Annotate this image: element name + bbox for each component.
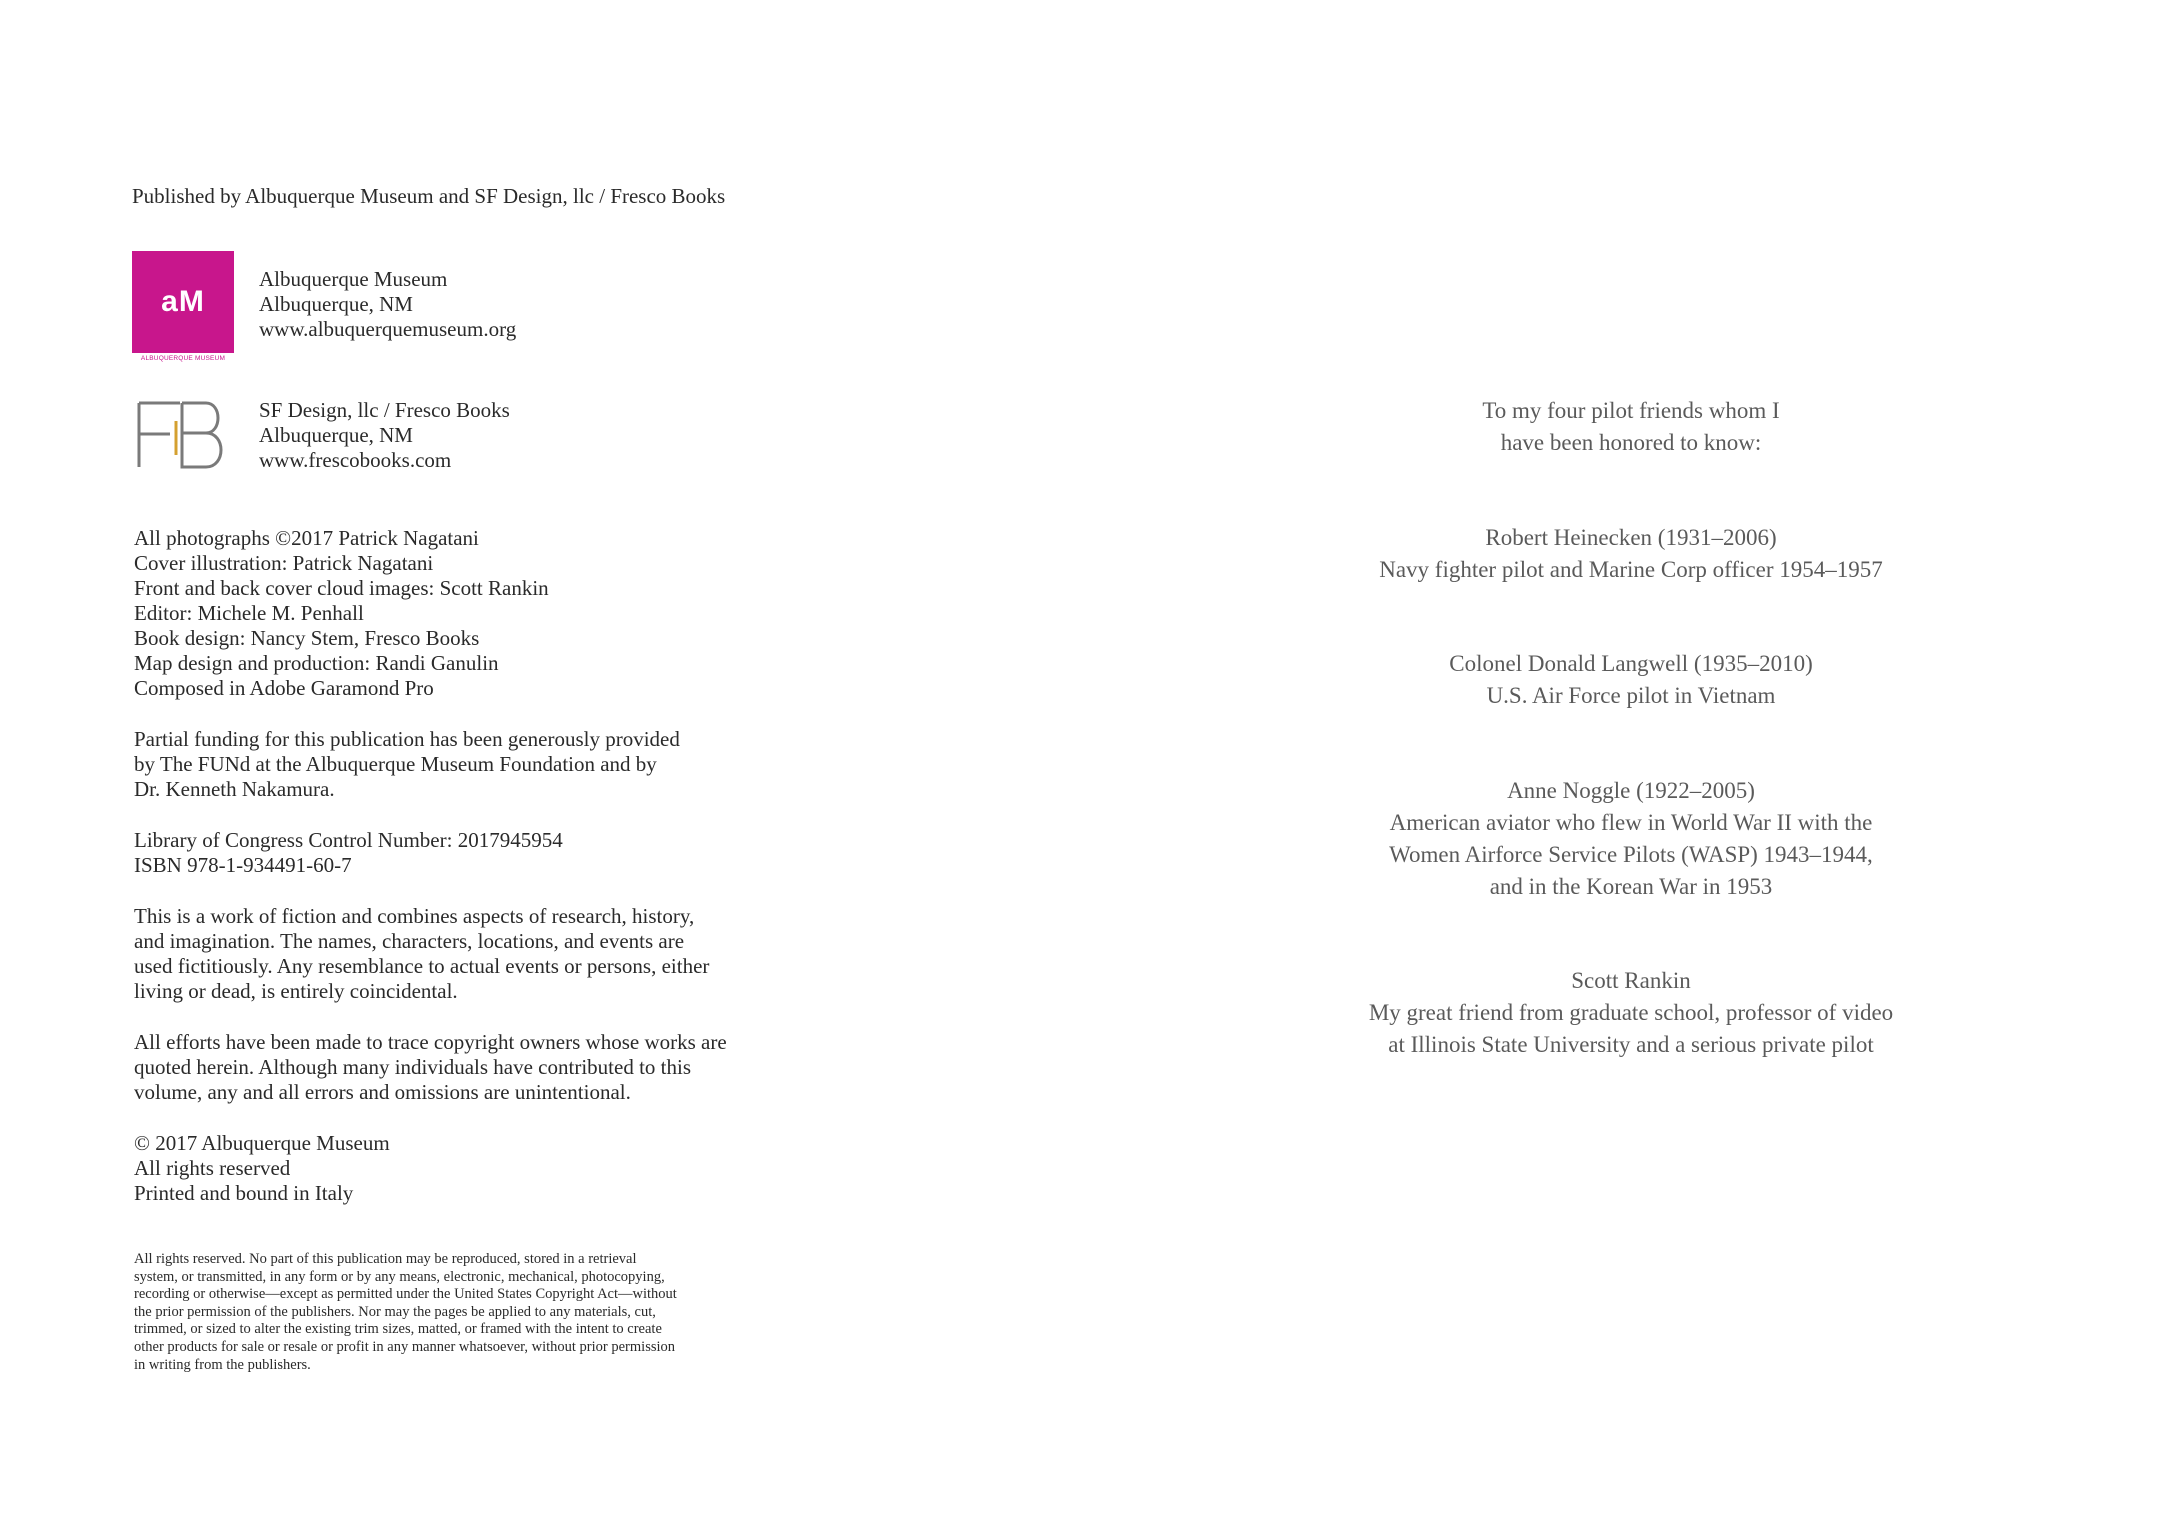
copyright-line: © 2017 Albuquerque Museum [134, 1131, 390, 1155]
dedication-heinecken [1087, 522, 2175, 586]
efforts-line: All efforts have been made to trace copyright owners whose works are [134, 1030, 727, 1054]
dedication-person-desc: Navy fighter pilot and Marine Corp officer 1954–1957 [1379, 557, 1883, 582]
catalog-block [134, 828, 563, 878]
credit-line: Book design: Nancy Stem, Fresco Books [134, 626, 480, 650]
copyright-line: Printed and bound in Italy [134, 1181, 354, 1205]
credit-line: Editor: Michele M. Penhall [134, 601, 364, 625]
am-logo-text: aM [161, 285, 205, 318]
fine-print-line: trimmed, or sized to alter the existing trim sizes, matted, or framed with the intent to create [134, 1321, 662, 1338]
dedication-person-name: Anne Noggle (1922–2005) [1507, 778, 1755, 803]
fiction-line: This is a work of fiction and combines aspects of research, history, [134, 904, 695, 928]
dedication-person-name: Colonel Donald Langwell (1935–2010) [1449, 651, 1813, 676]
dedication-rankin [1087, 965, 2175, 1061]
fine-print-line: the prior permission of the publishers. Nor may the pages be applied to any materials, cut, [134, 1303, 656, 1320]
dedication-person-name: Scott Rankin [1571, 968, 1691, 993]
fiction-line: and imagination. The names, characters, locations, and events are [134, 929, 685, 953]
rights-fine-print [134, 1251, 677, 1374]
dedication-page [1087, 0, 2175, 1538]
fresco-name: SF Design, llc / Fresco Books [259, 398, 510, 422]
am-logo-caption: ALBUQUERQUE MUSEUM [140, 355, 226, 362]
dedication-person-desc: American aviator who flew in World War II with the [1389, 810, 1873, 835]
dedication-person-name: Robert Heinecken (1931–2006) [1485, 525, 1777, 550]
credit-line: All photographs ©2017 Patrick Nagatani [134, 526, 479, 550]
museum-address [259, 267, 516, 342]
funding-line: Dr. Kenneth Nakamura. [134, 777, 335, 801]
dedication-noggle [1087, 775, 2175, 903]
dedication-person-desc: and in the Korean War in 1953 [1489, 874, 1773, 899]
isbn-line: ISBN 978-1-934491-60-7 [134, 853, 352, 877]
copyright-efforts-block [134, 1030, 727, 1105]
dedication-person-desc: My great friend from graduate school, professor of video [1368, 1000, 1894, 1025]
museum-city: Albuquerque, NM [259, 292, 413, 316]
dedication-langwell [1087, 648, 2175, 712]
fine-print-line: system, or transmitted, in any form or by any means, electronic, mechanical, photocopying, [134, 1268, 665, 1285]
colophon-page [0, 0, 1087, 1538]
efforts-line: quoted herein. Although many individuals have contributed to this [134, 1055, 691, 1079]
fresco-publisher-block [132, 398, 832, 478]
copyright-block [134, 1131, 390, 1206]
fine-print-line: other products for sale or resale or profit in any manner whatsoever, without prior permission [134, 1338, 676, 1355]
museum-name: Albuquerque Museum [259, 267, 448, 291]
dedication-person-desc: at Illinois State University and a serious private pilot [1388, 1032, 1874, 1057]
credit-line: Map design and production: Randi Ganulin [134, 651, 499, 675]
fresco-website: www.frescobooks.com [259, 448, 452, 472]
lccn-line: Library of Congress Control Number: 2017945954 [134, 828, 563, 852]
fine-print-line: All rights reserved. No part of this publication may be reproduced, stored in a retrieval [134, 1251, 637, 1267]
dedication-person-desc: U.S. Air Force pilot in Vietnam [1486, 683, 1776, 708]
albuquerque-museum-logo [132, 251, 234, 353]
dedication-intro [1087, 395, 2175, 459]
museum-website: www.albuquerquemuseum.org [259, 317, 517, 341]
efforts-line: volume, any and all errors and omissions are unintentional. [134, 1080, 631, 1104]
fine-print-line: recording or otherwise—except as permitted under the United States Copyright Act—without [134, 1286, 677, 1303]
dedication-intro-line: To my four pilot friends whom I [1482, 398, 1780, 423]
fiction-line: living or dead, is entirely coincidental. [134, 979, 458, 1003]
fresco-city: Albuquerque, NM [259, 423, 413, 447]
dedication-person-desc: Women Airforce Service Pilots (WASP) 1943–1944, [1389, 842, 1873, 867]
credit-line: Front and back cover cloud images: Scott Rankin [134, 576, 549, 600]
fiction-line: used fictitiously. Any resemblance to actual events or persons, either [134, 954, 710, 978]
museum-publisher-block [132, 251, 832, 366]
funding-line: Partial funding for this publication has been generously provided [134, 727, 680, 751]
fiction-notice-block [134, 904, 709, 1004]
credit-line: Cover illustration: Patrick Nagatani [134, 551, 434, 575]
copyright-line: All rights reserved [134, 1156, 291, 1180]
credit-line: Composed in Adobe Garamond Pro [134, 676, 434, 700]
published-by-line: Published by Albuquerque Museum and SF Design, llc / Fresco Books [132, 184, 726, 208]
credits-block [134, 526, 549, 701]
fine-print-line: in writing from the publishers. [134, 1356, 311, 1373]
funding-block [134, 727, 680, 802]
funding-line: by The FUNd at the Albuquerque Museum Foundation and by [134, 752, 657, 776]
fresco-address [259, 398, 510, 473]
dedication-intro-line: have been honored to know: [1500, 430, 1762, 455]
fresco-books-logo [136, 401, 228, 469]
